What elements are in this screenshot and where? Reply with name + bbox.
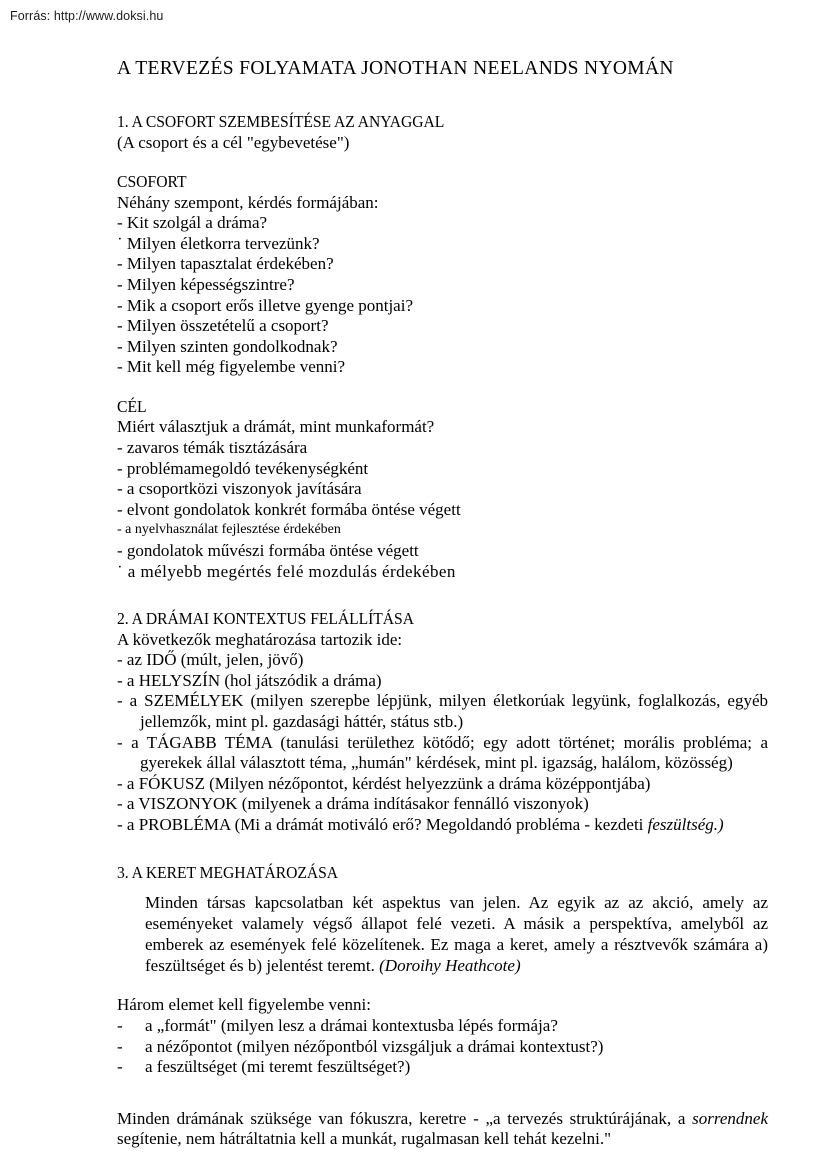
section-1-subtitle: (A csoport és a cél "egybevetése") — [117, 132, 350, 152]
dash-marker: - — [117, 1015, 123, 1035]
spacer — [117, 883, 768, 893]
list-item-label: a feszültséget (mi teremt feszültséget?) — [145, 1057, 411, 1077]
list-item: ˙ a mélyebb megértés felé mozdulás érdekében — [117, 561, 456, 581]
problema-emphasis: feszültség.) — [647, 815, 724, 835]
problema-text: - a PROBLÉMA (Mi a drámát motiváló erő? Megoldandó probléma - kezdeti — [117, 815, 648, 835]
list-item — [117, 1037, 768, 1058]
list-item: - elvont gondolatok konkrét formába öntése végett — [117, 499, 461, 519]
group-intro-cel: Miért választjuk a drámát, mint munkaformát? — [117, 417, 435, 437]
list-item: - a SZEMÉLYEK (milyen szerepbe lépjünk, milyen életkorúak legyünk, foglalkozás, egyéb jellemzők, mint pl. gazdasági háttér, státus stb.) — [117, 691, 768, 732]
list-item: - Milyen képességszintre? — [117, 274, 295, 294]
list-item — [117, 1057, 768, 1078]
list-item: - Milyen szinten gondolkodnak? — [117, 336, 338, 356]
list-item: - Mik a csoport erős illetve gyenge pontjai? — [117, 295, 413, 315]
section-3-paragraph — [145, 893, 768, 976]
source-url-header: Forrás: http://www.doksi.hu — [10, 9, 164, 23]
list-item: - a nyelvhasználat fejlesztése érdekében — [117, 522, 341, 538]
document-page — [117, 0, 768, 1150]
list-item: - a csoportközi viszonyok javítására — [117, 479, 362, 499]
list-item-problema — [117, 815, 768, 836]
section-3-list-intro: Három elemet kell figyelembe venni: — [117, 995, 371, 1015]
spacer — [117, 378, 768, 397]
spacer — [117, 836, 768, 863]
section-3-heading: 3. A KERET MEGHATÁROZÁSA — [117, 862, 339, 882]
list-item: - a HELYSZÍN (hol játszódik a dráma) — [117, 670, 382, 690]
list-item: - az IDŐ (múlt, jelen, jövő) — [117, 650, 304, 670]
closing-paragraph — [117, 1109, 768, 1151]
dash-marker: - — [117, 1036, 123, 1056]
list-item: - Kit szolgál a dráma? — [117, 213, 268, 233]
list-item-label: a „formát" (milyen lesz a drámai kontextusba lépés formája? — [145, 1015, 558, 1035]
spacer — [117, 976, 768, 995]
list-item: - a TÁGABB TÉMA (tanulási területhez kötődő; egy adott történet; morális probléma; a gyerekek állal választott téma, „humán" kérdések, mint pl. igazság, halálom, közösség) — [117, 732, 768, 773]
list-item-label: a nézőpontot (milyen nézőpontból vizsgáljuk a drámai kontextust?) — [145, 1036, 604, 1056]
section-1-heading: 1. A CSOFORT SZEMBESÍTÉSE AZ ANYAGGAL — [117, 112, 445, 131]
list-item: - Milyen tapasztalat érdekében? — [117, 254, 334, 274]
closing-part-one: Minden drámának szüksége van fókuszra, keretre - „a tervezés struktúrájának, a — [117, 1108, 693, 1128]
list-item: - gondolatok művészi formába öntése végett — [117, 541, 419, 560]
page-title: A TERVEZÉS FOLYAMATA JONOTHAN NEELANDS NYOMÁN — [117, 58, 674, 79]
group-label-cel: CÉL — [117, 396, 147, 416]
section-2-intro: A következők meghatározása tartozik ide: — [117, 629, 403, 649]
list-item: - zavaros témák tisztázására — [117, 438, 308, 458]
list-item: - Mit kell még figyelembe venni? — [117, 357, 346, 377]
list-item: - Milyen összetételű a csoport? — [117, 316, 329, 336]
spacer — [117, 1078, 768, 1109]
section-2-heading: 2. A DRÁMAI KONTEXTUS FELÁLLÍTÁSA — [117, 609, 414, 629]
spacer — [117, 582, 768, 609]
dash-marker: - — [117, 1057, 123, 1077]
group-intro-csofort: Néhány szempont, kérdés formájában: — [117, 192, 379, 212]
list-item: - problémamegoldó tevékenységként — [117, 458, 369, 478]
paragraph-body: Minden társas kapcsolatban két aspektus van jelen. Az egyik az az akció, amely az eseményeket valamely végső állapot felé vezeti. A másik a perspektíva, amelyből az emberek az események felé közelítenek. Ez maga a keret, amely a résztvevők számára a) feszültséget és b) jelentést teremt. — [145, 893, 768, 975]
list-item: - a VISZONYOK (milyenek a dráma indításakor fennálló viszonyok) — [117, 794, 589, 814]
closing-emphasis: sorrendnek — [692, 1108, 768, 1128]
list-item: ˙ Milyen életkorra tervezünk? — [117, 233, 320, 253]
group-label-csofort: CSOFORT — [117, 172, 187, 192]
list-item: - a FÓKUSZ (Milyen nézőpontot, kérdést helyezzünk a dráma középpontjába) — [117, 773, 651, 793]
spacer — [117, 153, 768, 172]
paragraph-attribution: (Doroihy Heathcote) — [379, 955, 521, 975]
closing-part-two: segítenie, nem hátráltatnia kell a munkát, rugalmasan kell tehát kezelni." — [117, 1129, 612, 1149]
spacer — [117, 81, 768, 112]
list-item — [117, 1016, 768, 1037]
